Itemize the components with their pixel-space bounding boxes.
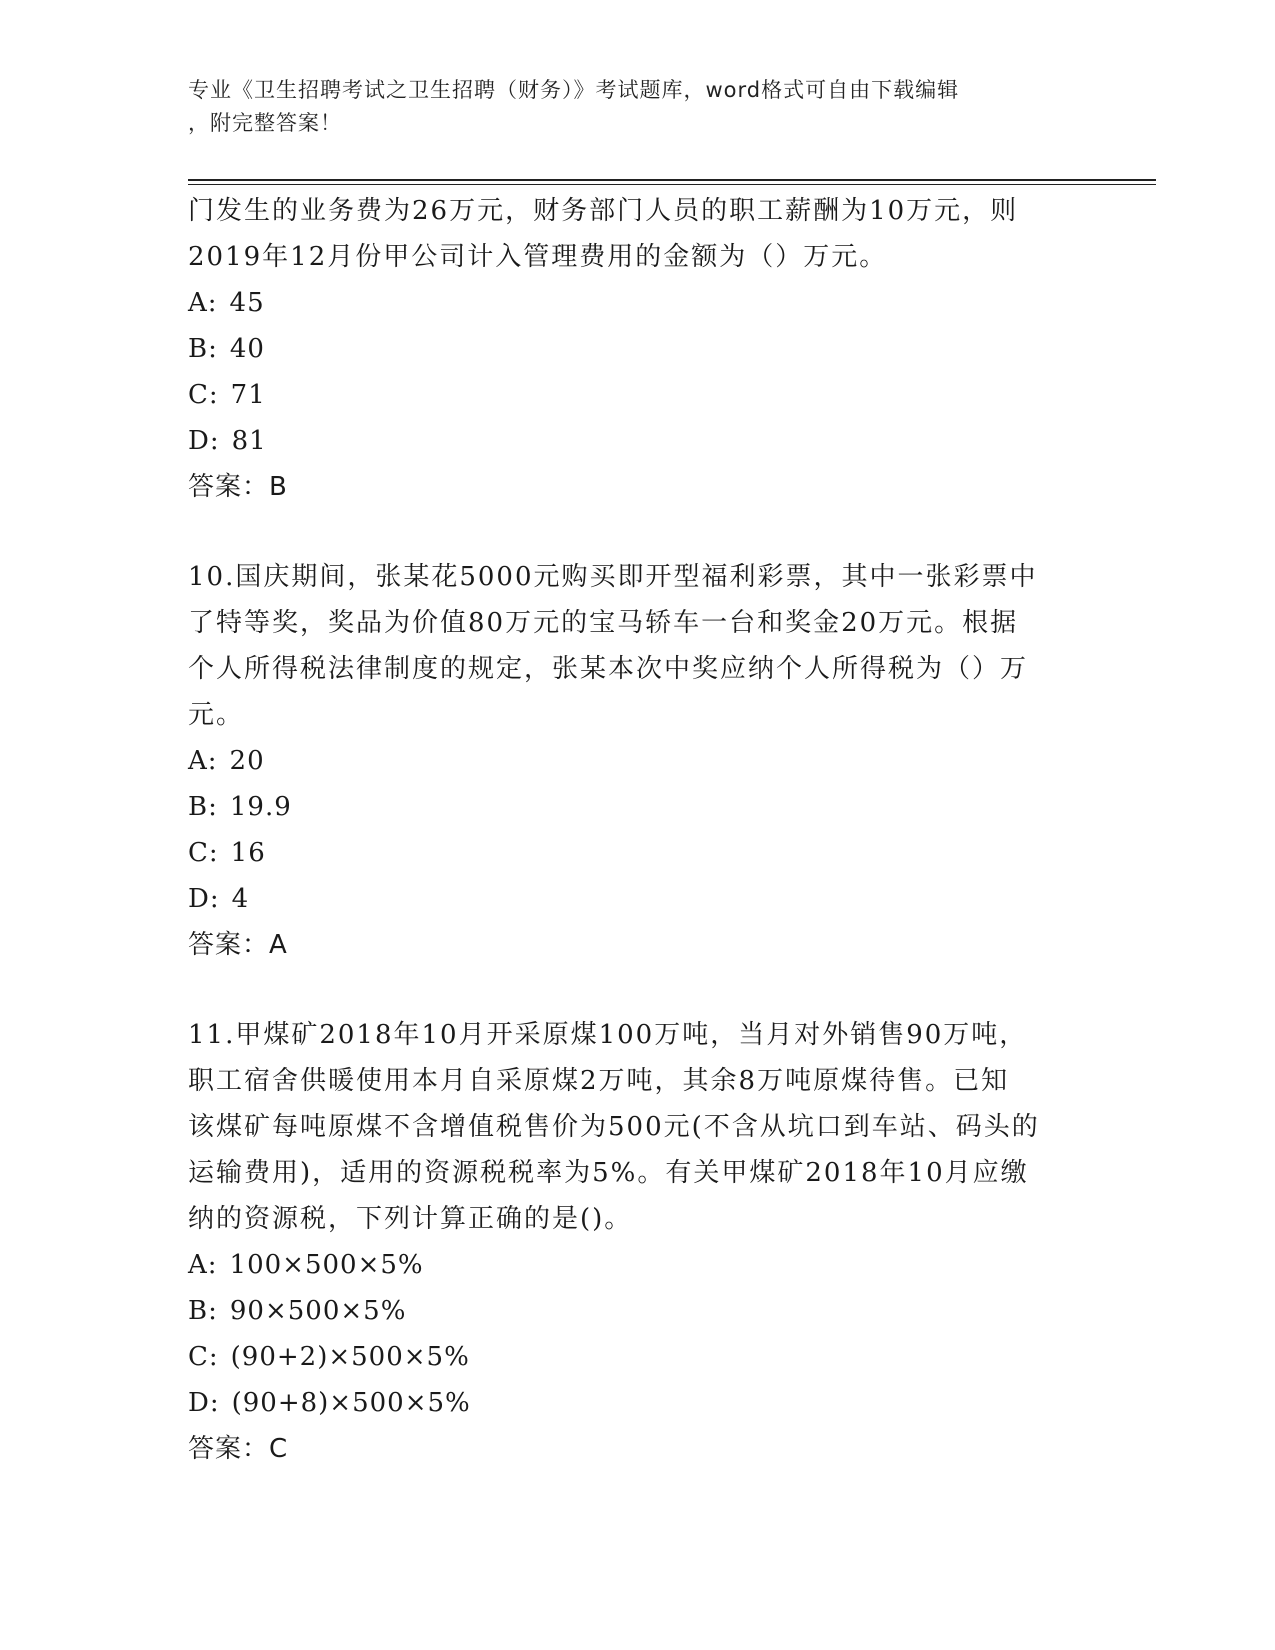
question-text-line: 了特等奖，奖品为价值80万元的宝马轿车一台和奖金20万元。根据 — [188, 608, 1019, 638]
answer: 答案：C — [188, 1434, 289, 1464]
option-a: A: 20 — [188, 746, 265, 776]
answer: 答案：B — [188, 472, 288, 502]
question-text-line: 门发生的业务费为26万元，财务部门人员的职工薪酬为10万元，则 — [188, 196, 1019, 226]
header-line-2: ，附完整答案！ — [188, 111, 342, 135]
option-b: B: 19.9 — [188, 792, 292, 822]
header-rule-thin — [188, 184, 1156, 185]
question-10 — [188, 554, 1088, 968]
option-c: C: 16 — [188, 838, 266, 868]
document-header — [188, 74, 1078, 140]
document-body — [188, 188, 1088, 1472]
option-d: D: 81 — [188, 426, 267, 456]
question-text-line: 11.甲煤矿2018年10月开采原煤100万吨，当月对外销售90万吨， — [188, 1020, 1028, 1050]
question-continued — [188, 188, 1088, 510]
question-text-line: 该煤矿每吨原煤不含增值税售价为500元(不含从坑口到车站、码头的 — [188, 1112, 1040, 1142]
option-a: A: 45 — [188, 288, 265, 318]
question-text-line: 纳的资源税，下列计算正确的是()。 — [188, 1204, 633, 1234]
question-text-line: 2019年12月份甲公司计入管理费用的金额为（）万元。 — [188, 242, 888, 272]
option-a: A: 100×500×5% — [188, 1250, 424, 1280]
option-d: D: 4 — [188, 884, 250, 914]
question-text-line: 元。 — [188, 700, 245, 730]
question-text-line: 10.国庆期间，张某花5000元购买即开型福利彩票，其中一张彩票中 — [188, 562, 1038, 592]
question-text-line: 职工宿舍供暖使用本月自采原煤2万吨，其余8万吨原煤待售。已知 — [188, 1066, 1010, 1096]
question-11 — [188, 1012, 1088, 1472]
option-b: B: 40 — [188, 334, 265, 364]
option-c: C: 71 — [188, 380, 266, 410]
option-c: C: (90+2)×500×5% — [188, 1342, 470, 1372]
option-b: B: 90×500×5% — [188, 1296, 407, 1326]
header-line-1: 专业《卫生招聘考试之卫生招聘（财务）》考试题库，word格式可自由下载编辑 — [188, 78, 960, 102]
option-d: D: (90+8)×500×5% — [188, 1388, 471, 1418]
question-text-line: 个人所得税法律制度的规定，张某本次中奖应纳个人所得税为（）万 — [188, 654, 1029, 684]
question-text-line: 运输费用)，适用的资源税税率为5%。有关甲煤矿2018年10月应缴 — [188, 1158, 1029, 1188]
header-rule-thick — [188, 179, 1156, 181]
answer: 答案：A — [188, 930, 288, 960]
